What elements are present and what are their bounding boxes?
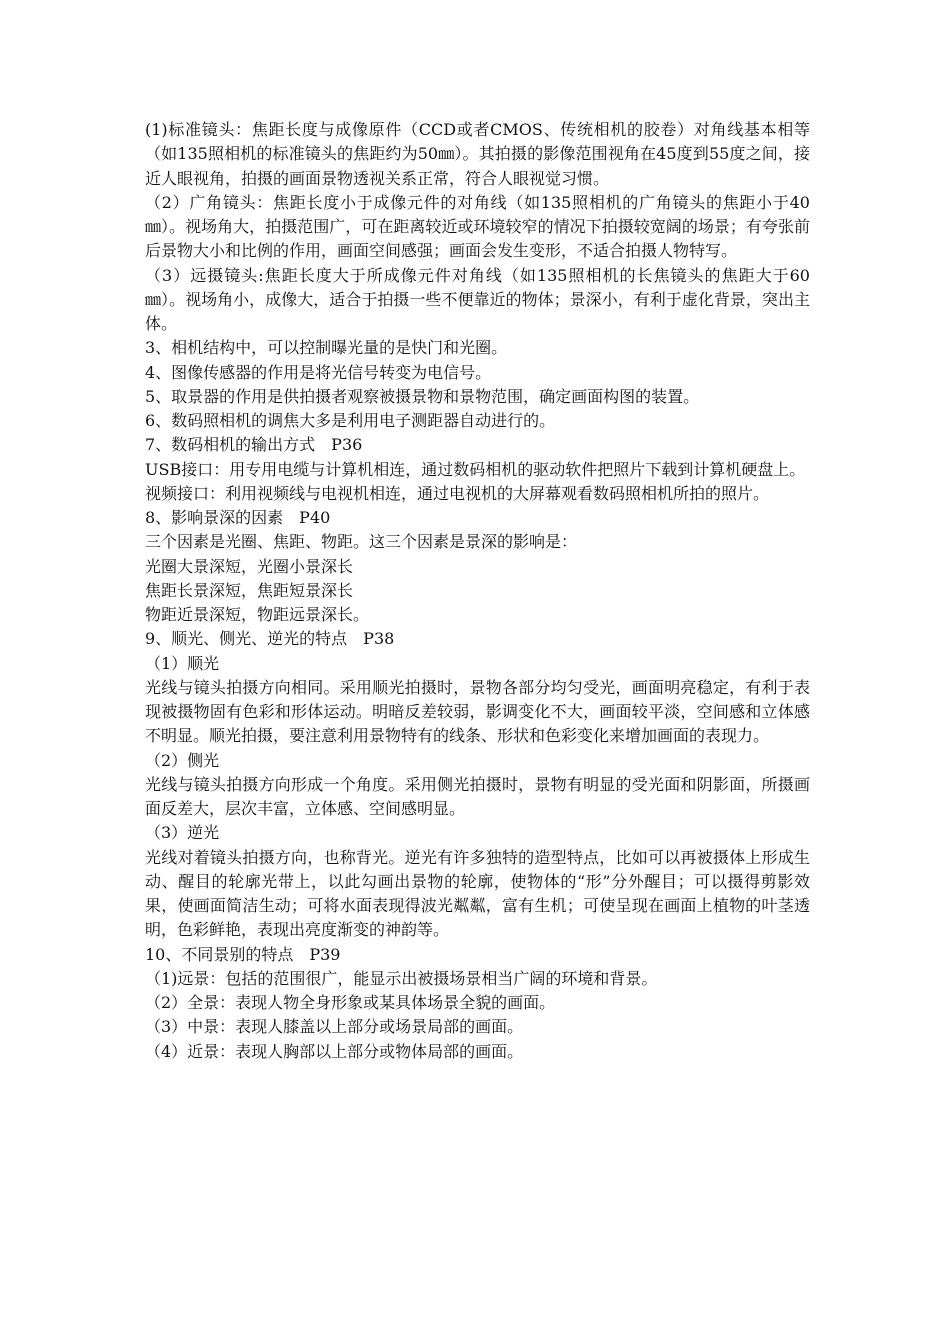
item-8-heading-depth-of-field: 8、影响景深的因素 P40 bbox=[145, 508, 331, 527]
paragraph-back-light: 光线对着镜头拍摄方向，也称背光。逆光有许多独特的造型特点，比如可以再被摄体上形成生动、醒目的轮廓光带上，以此勾画出景物的轮廓，使物体的“形”分外醒目；可以摄得剪影效果，使画面简洁生动；可将水面表现得波光粼粼，富有生机；可使呈现在画面上植物的叶茎透明，色彩鲜艳，表现出亮度渐变的神韵等。 bbox=[145, 847, 810, 940]
line-aperture: 光圈大景深短，光圈小景深长 bbox=[145, 556, 354, 576]
line-close-shot: （4）近景：表现人胸部以上部分或物体局部的画面。 bbox=[145, 1041, 524, 1061]
subheading-front-light: （1）顺光 bbox=[145, 653, 220, 673]
paragraph-front-light: 光线与镜头拍摄方向相同。采用顺光拍摄时，景物各部分均匀受光，画面明亮稳定，有利于表现被摄物固有色彩和形体运动。明暗反差较弱，影调变化不大，画面较平淡，空间感和立体感不明显。顺光拍摄，要注意利用景物特有的线条、形状和色彩变化来增加画面的表现力。 bbox=[145, 677, 810, 746]
item-4-image-sensor: 4、图像传感器的作用是将光信号转变为电信号。 bbox=[145, 362, 492, 382]
line-focal-length: 焦距长景深短，焦距短景深长 bbox=[145, 580, 354, 600]
paragraph-side-light: 光线与镜头拍摄方向形成一个角度。采用侧光拍摄时，景物有明显的受光面和阴影面，所摄画面反差大，层次丰富，立体感、空间感明显。 bbox=[145, 774, 810, 818]
item-10-heading-shot-sizes: 10、不同景别的特点 P39 bbox=[145, 944, 341, 964]
paragraph-usb-interface: USB接口：用专用电缆与计算机相连，通过数码相机的驱动软件把照片下载到计算机硬盘上。 bbox=[145, 459, 806, 479]
line-full-shot: （2）全景：表现人物全身形象或某具体场景全貌的画面。 bbox=[145, 993, 556, 1012]
paragraph-telephoto-lens: （3）远摄镜头:焦距长度大于所成像元件对角线（如135照相机的长焦镜头的焦距大于60㎜）。视场角小，成像大，适合于拍摄一些不便靠近的物体；景深小，有利于虚化背景，突出主体。 bbox=[145, 265, 810, 333]
item-3-exposure-control: 3、相机结构中，可以控制曝光量的是快门和光圈。 bbox=[145, 338, 508, 358]
subheading-back-light: （3）逆光 bbox=[145, 823, 220, 843]
paragraph-video-interface: 视频接口：利用视频线与电视机相连，通过电视机的大屏幕观看数码照相机所拍的照片。 bbox=[145, 483, 770, 503]
line-medium-shot: （3）中景：表现人膝盖以上部分或场景局部的画面。 bbox=[145, 1017, 524, 1037]
item-5-viewfinder: 5、取景器的作用是供拍摄者观察被摄景物和景物范围，确定画面构图的装置。 bbox=[145, 386, 700, 406]
subheading-side-light: （2）侧光 bbox=[145, 750, 220, 770]
item-6-focusing: 6、数码照相机的调焦大多是利用电子测距器自动进行的。 bbox=[145, 411, 556, 430]
document-page bbox=[145, 118, 810, 1064]
item-7-heading-output: 7、数码相机的输出方式 P36 bbox=[145, 435, 363, 455]
paragraph-wide-angle-lens: （2）广角镜头：焦距长度小于成像元件的对角线（如135照相机的广角镜头的焦距小于40㎜）。视场角大，拍摄范围广，可在距离较近或环境较窄的情况下拍摄较宽阔的场景；有夸张前后景物大小和比例的作用，画面空间感强；画面会发生变形，不适合拍摄人物特写。 bbox=[145, 192, 810, 261]
line-object-distance: 物距近景深短，物距远景深长。 bbox=[145, 605, 370, 624]
paragraph-standard-lens: (1)标准镜头：焦距长度与成像原件（CCD或者CMOS、传统相机的胶卷）对角线基本相等（如135照相机的标准镜头的焦距约为50㎜）。其拍摄的影像范围视角在45度到55度之间，接近人眼视角，拍摄的画面景物透视关系正常，符合人眼视觉习惯。 bbox=[145, 120, 810, 188]
paragraph-three-factors: 三个因素是光圈、焦距、物距。这三个因素是景深的影响是： bbox=[145, 532, 578, 552]
line-long-shot: （1)远景：包括的范围很广，能显示出被摄场景相当广阔的环境和背景。 bbox=[145, 968, 658, 988]
item-9-heading-lighting: 9、顺光、侧光、逆光的特点 P38 bbox=[145, 629, 395, 649]
